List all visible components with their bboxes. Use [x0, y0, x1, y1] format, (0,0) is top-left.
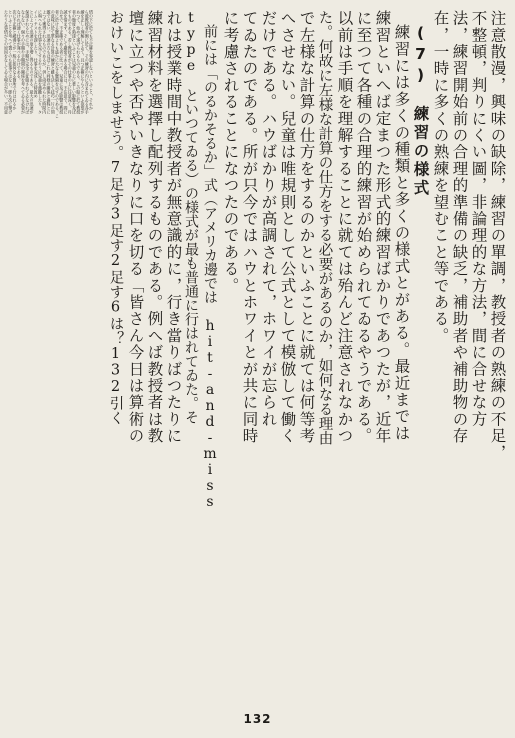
text-column: たやうな事情がその原因をなしてゐる場合が多い。不用意 [4, 10, 9, 114]
text-column: 次に不正確と緩漫とが一般に如何なる箇所で行はれるか [12, 10, 18, 110]
text-column: 練習材料を選擇し配列するものである。例へば教授者は教 [145, 10, 164, 445]
text-column: ら被教授者の側に於て，その練習の内に含まれてゐる各手 [84, 10, 90, 114]
text-column: すものである。若し教授者がその仕事の上に注意深く，丹 [67, 10, 73, 114]
text-column: 保證されるためには，手順が完全に征服されてゐなければ [25, 10, 31, 114]
section-heading: (7) 練習の様式 [411, 24, 430, 198]
text-column: 續を正しく理解してゐて，且つ正確にやらうといふ欲望が [80, 10, 86, 114]
text-column: 題ではない。迅速の方もほぼこれと同様の關係と過程とに [46, 10, 52, 114]
text-column: 者の態度と熟達といふことは兒童の上に著しい影響を及ぼ [72, 10, 77, 114]
text-column: 以前は手順を理解することに就ては殆んど注意されなかつ [335, 10, 354, 445]
text-column: で左様な計算の仕方をするのかといふことに就ては何等考 [297, 10, 316, 445]
text-column: ならない。個々の手順や手順間の關係を考へてゐる必要が [21, 10, 26, 114]
text-column: 不整頓，判りにくい圖，非論理的な方法，間に合せな方 [469, 10, 488, 428]
text-column: なければ速く仕事が運べるわけである。 [16, 10, 22, 82]
text-column: 前には「のるかそるか」式（アメリカ邊では hit-and-miss [202, 24, 218, 510]
text-column: 誠を惜まず，そして嚴密である場合には，不注意で，間に [63, 10, 69, 114]
text-column: 在，一時に多くの熟練を望むこと等である。 [431, 10, 450, 344]
text-column: 注意散漫，興味の缺除，練習の單調，教授者の熟練の不足， [488, 10, 507, 461]
text-column: といふことを考へて置くのも徒事ではない。卽ち次に擧げ [8, 10, 14, 114]
text-column: に至つて各種の合理的練習が始められてゐるやうである。 [354, 10, 373, 445]
text-column: た。何故に左様な計算の仕方をする必要があるのか，如何なる理由 [316, 10, 333, 445]
text-column: に考慮されることになつたのである。 [221, 10, 240, 294]
text-column: 者に於ける懸隔よりも遙かに大なる懸隔を示すのである。こ [55, 10, 60, 118]
text-column: 練習といへば定まつた形式的練習ばかりであつたが，近年 [373, 10, 392, 445]
text-column: 合せで，不正確である者に比べて，兒童に及ぶ影響は教授 [59, 10, 65, 114]
text-column: イム・テストを課したり，仕事を完成した時賞め [33, 10, 39, 98]
text-column: おけいこをしませう。7足す3足す2足す6は？132引く [107, 10, 124, 426]
text-column: 練習には多くの種類と多くの様式とがある。最近までは [392, 24, 411, 442]
text-column: あつて，始めて遂げられるものである。この點に於て教授 [76, 10, 82, 114]
text-column: 法，練習開始前の合理的準備の缺乏，補助者や補助物の存 [450, 10, 469, 445]
text-column: に與へられた仕事を完了するやうに兒童を激勵したり，タ [38, 10, 43, 114]
text-column: 情の下に於ても不正確を容認しないといふこと，それか [89, 10, 94, 110]
text-column: type といつてゐる）の様式が最も普通に行はれてゐた。そ [183, 10, 199, 424]
text-column: よつて獲得されるものであるが，併し尙定められた時間内 [42, 10, 48, 114]
page-number: 132 [243, 712, 272, 726]
text-column: とによつて迅速の度を増し得るものである。最大の迅速が [29, 10, 35, 114]
text-column: の意味に於て單なる計算の練習と雖も決して技巧一片の問 [50, 10, 56, 114]
text-column: れは授業時間中教授者が無意識的に，行き當りばつたりに [164, 10, 183, 445]
text-column: へさせない。兒童は唯規則として公式として模倣して働く [278, 10, 297, 445]
text-column: 壇に立つや否やいきなりに口を切る「皆さん今日は算術の [126, 10, 145, 445]
text-column: だけである。ハウばかりが高調されて，ホワイが忘られ [259, 10, 278, 428]
text-column: てゐたのである。所が只今ではハウとホワイとが共に同時 [240, 10, 259, 445]
